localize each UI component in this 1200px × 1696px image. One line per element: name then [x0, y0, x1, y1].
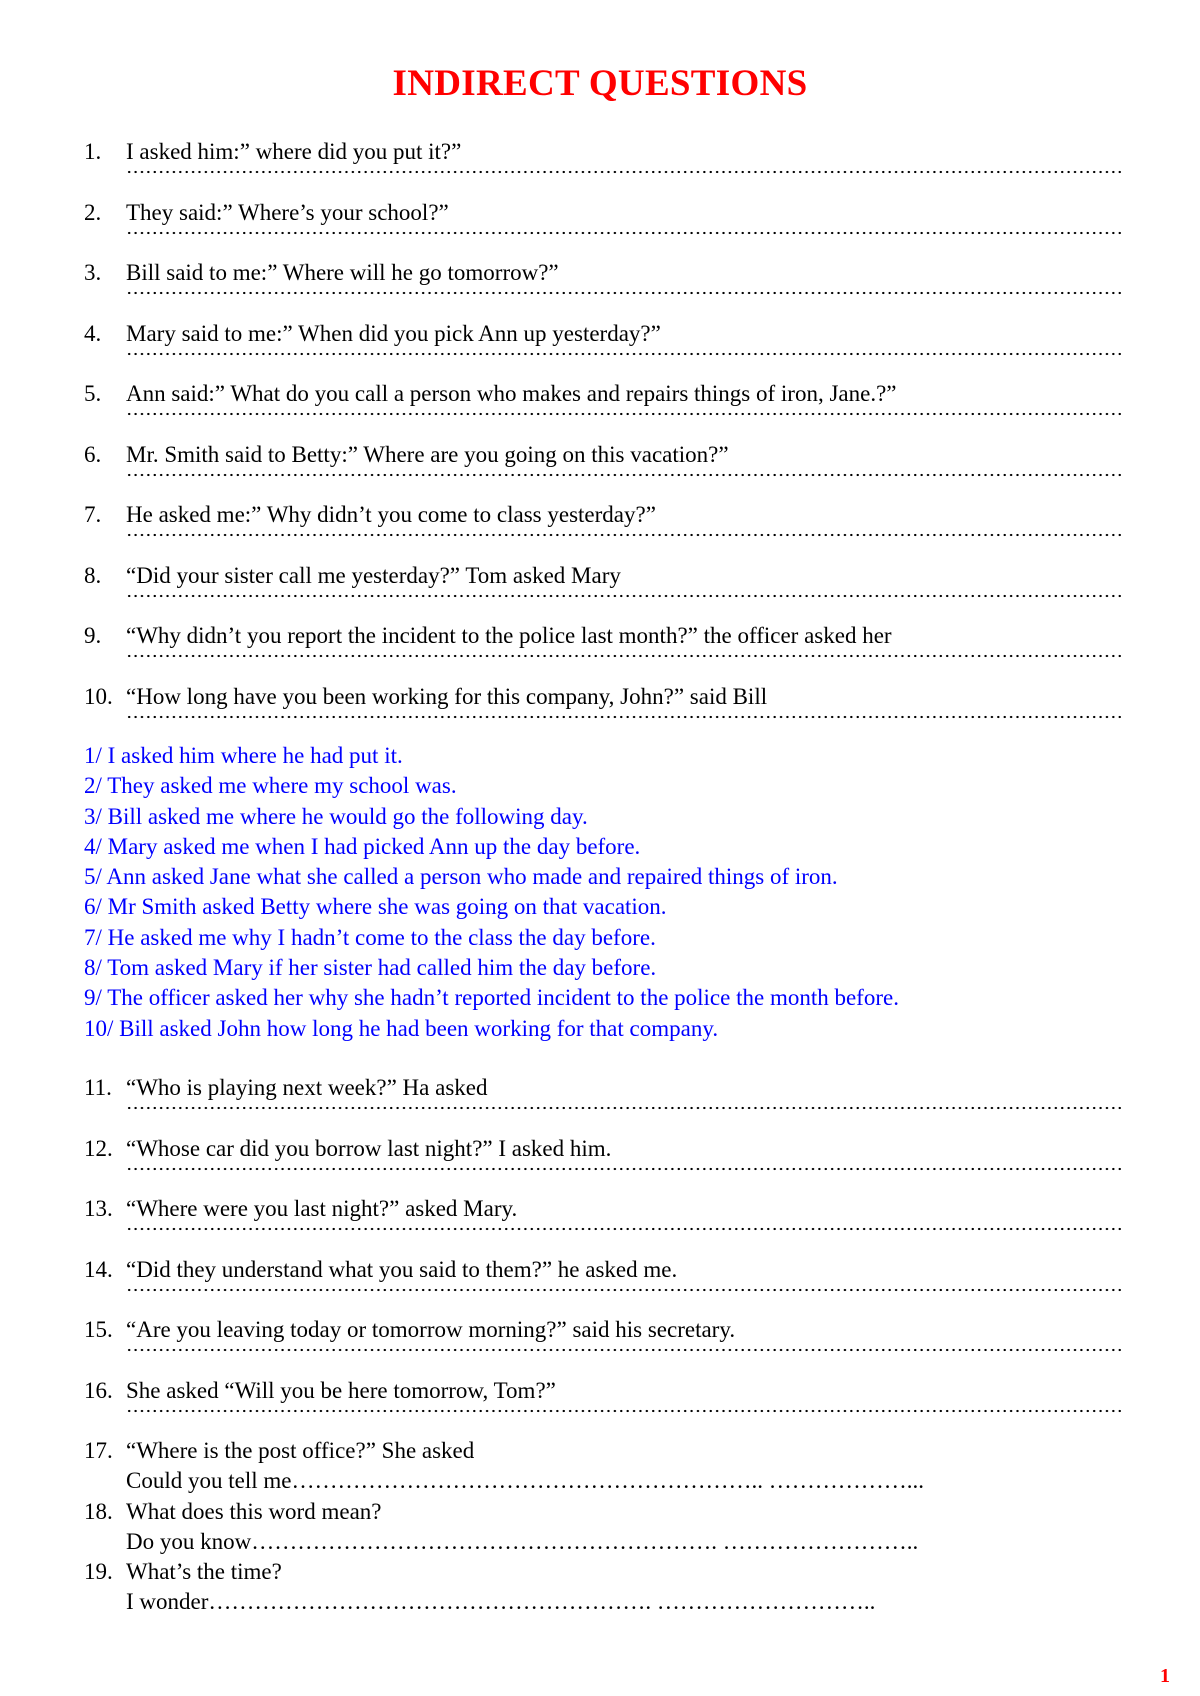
answer-line: 2/ They asked me where my school was.: [84, 773, 457, 799]
page-number: 1: [1160, 1665, 1170, 1687]
answer-dotted-line: [126, 291, 1124, 295]
question-text: What’s the time?: [126, 1559, 282, 1584]
answer-dotted-line: [126, 594, 1124, 598]
question-text: He asked me:” Why didn’t you come to class yesterday?”: [126, 502, 656, 527]
page-title: INDIRECT QUESTIONS: [392, 63, 808, 104]
answer-dotted-line: [126, 412, 1124, 416]
answer-dotted-line: [126, 533, 1124, 537]
question-number: 15.: [84, 1317, 113, 1342]
question-number: 3.: [84, 260, 102, 285]
answer-dotted-line: [126, 1167, 1124, 1171]
question-list-1-10: [84, 137, 1124, 742]
question-item: [84, 1497, 1134, 1558]
question-number: 6.: [84, 441, 102, 467]
answer-dotted-line: [126, 1348, 1124, 1352]
question-item: [84, 440, 1124, 501]
answer-line: 7/ He asked me why I hadn’t come to the class the day before.: [84, 924, 656, 950]
answer-dotted-line: [126, 1409, 1124, 1413]
question-text: Bill said to me:” Where will he go tomorrow?”: [126, 260, 559, 285]
answer-dotted-line: [126, 1227, 1124, 1231]
question-text: “Whose car did you borrow last night?” I asked him.: [126, 1135, 612, 1161]
question-item: [84, 1073, 1124, 1134]
question-number: 9.: [84, 623, 102, 648]
question-number: 12.: [84, 1135, 113, 1161]
answer-dotted-line: [126, 231, 1124, 235]
question-number: 19.: [84, 1559, 113, 1584]
question-number: 17.: [84, 1438, 113, 1463]
question-item: [84, 1194, 1124, 1255]
question-item: [84, 198, 1124, 259]
question-text: “How long have you been working for this company, John?” said Bill: [126, 683, 768, 709]
answer-dotted-line: [126, 1288, 1124, 1292]
question-item: [84, 1255, 1124, 1316]
question-number: 2.: [84, 199, 102, 225]
question-text: I asked him:” where did you put it?”: [126, 139, 462, 164]
answer-line: 8/ Tom asked Mary if her sister had called him the day before.: [84, 955, 657, 981]
question-text: What does this word mean?: [126, 1498, 382, 1524]
answer-key: [84, 741, 1134, 1044]
answer-line: 3/ Bill asked me where he would go the following day.: [84, 803, 588, 829]
question-item: [84, 1315, 1124, 1376]
answer-dotted-line: [126, 715, 1124, 719]
question-item: [84, 1376, 1124, 1437]
question-list-11-16: [84, 1073, 1124, 1436]
question-item: [84, 561, 1124, 622]
question-number: 14.: [84, 1256, 113, 1282]
indirect-frame: I wonder…………………………………………………. ………………………..: [126, 1589, 876, 1614]
answer-line: 9/ The officer asked her why she hadn’t reported incident to the police the month before.: [84, 985, 899, 1011]
question-item: [84, 137, 1124, 198]
question-item: [84, 621, 1124, 682]
question-item: [84, 258, 1124, 319]
question-number: 1.: [84, 139, 102, 164]
answer-line: 10/ Bill asked John how long he had been working for that company.: [84, 1015, 719, 1041]
answer-line: 5/ Ann asked Jane what she called a person who made and repaired things of iron.: [84, 864, 838, 890]
question-text: They said:” Where’s your school?”: [126, 199, 449, 225]
question-number: 13.: [84, 1196, 113, 1221]
question-text: “Did they understand what you said to them?” he asked me.: [126, 1256, 678, 1282]
question-item: [84, 682, 1124, 743]
answer-line: 4/ Mary asked me when I had picked Ann up the day before.: [84, 833, 641, 859]
question-list-17-19: [84, 1436, 1134, 1618]
answer-line: 1/ I asked him where he had put it.: [84, 743, 403, 768]
question-item: [84, 319, 1124, 380]
answer-dotted-line: [126, 654, 1124, 658]
question-number: 10.: [84, 683, 113, 709]
question-item: [84, 1436, 1134, 1497]
question-number: 18.: [84, 1498, 113, 1524]
answer-dotted-line: [126, 352, 1124, 356]
question-text: “Where were you last night?” asked Mary.: [126, 1196, 518, 1221]
question-text: Ann said:” What do you call a person who makes and repairs things of iron, Jane.?”: [126, 381, 897, 406]
indirect-frame: Do you know……………………………………………………. ……………………..: [126, 1528, 919, 1554]
question-text: Mary said to me:” When did you pick Ann up yesterday?”: [126, 320, 661, 346]
question-text: “Where is the post office?” She asked: [126, 1438, 475, 1463]
indirect-frame: Could you tell me…………………………………………………….. ………………...: [126, 1468, 924, 1493]
question-item: [84, 1134, 1124, 1195]
question-item: [84, 1557, 1134, 1618]
question-text: “Did your sister call me yesterday?” Tom asked Mary: [126, 562, 621, 588]
answer-dotted-line: [126, 170, 1124, 174]
answer-line: 6/ Mr Smith asked Betty where she was going on that vacation.: [84, 894, 667, 920]
question-text: Mr. Smith said to Betty:” Where are you going on this vacation?”: [126, 441, 729, 467]
question-text: “Are you leaving today or tomorrow morning?” said his secretary.: [126, 1317, 736, 1342]
question-number: 8.: [84, 562, 102, 588]
question-number: 4.: [84, 320, 102, 346]
question-text: She asked “Will you be here tomorrow, Tom?”: [126, 1377, 556, 1403]
answer-dotted-line: [126, 1106, 1124, 1110]
question-item: [84, 500, 1124, 561]
question-number: 5.: [84, 381, 102, 406]
question-text: “Who is playing next week?” Ha asked: [126, 1075, 488, 1100]
question-item: [84, 379, 1124, 440]
question-text: “Why didn’t you report the incident to the police last month?” the officer asked her: [126, 623, 892, 648]
answer-dotted-line: [126, 473, 1124, 477]
question-number: 7.: [84, 502, 102, 527]
question-number: 16.: [84, 1377, 113, 1403]
question-number: 11.: [84, 1075, 112, 1100]
